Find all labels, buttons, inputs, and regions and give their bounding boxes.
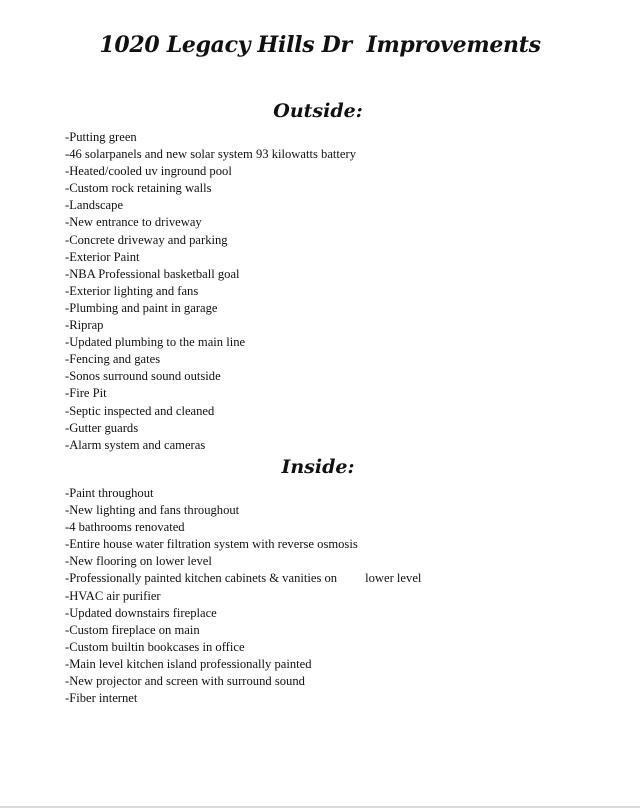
list-item: -Riprap bbox=[65, 318, 104, 333]
list-item: -Putting green bbox=[65, 130, 137, 144]
list-item-continuation: lower level bbox=[365, 571, 422, 586]
list-item: -New projector and screen with surround sound bbox=[65, 674, 305, 689]
list-item: -Fire Pit bbox=[65, 386, 107, 401]
list-item: -Landscape bbox=[65, 198, 124, 213]
list-item: -New entrance to driveway bbox=[65, 215, 202, 230]
list-item: -Custom builtin bookcases in office bbox=[65, 639, 245, 654]
inside-improvements-list bbox=[65, 485, 421, 707]
list-item: -Alarm system and cameras bbox=[65, 437, 206, 452]
list-item: -Main level kitchen island professionally painted bbox=[65, 656, 312, 671]
list-item: -4 bathrooms renovated bbox=[65, 520, 185, 535]
list-item: -Custom rock retaining walls bbox=[65, 181, 212, 196]
list-item bbox=[65, 570, 421, 587]
list-item: -New flooring on lower level bbox=[65, 554, 212, 569]
section-heading-outside: Outside: bbox=[273, 100, 363, 122]
list-item: -Sonos surround sound outside bbox=[65, 369, 221, 384]
list-item: -Concrete driveway and parking bbox=[65, 232, 228, 247]
list-item: -New lighting and fans throughout bbox=[65, 503, 240, 518]
list-item: -Septic inspected and cleaned bbox=[65, 403, 215, 418]
list-item: -Updated downstairs fireplace bbox=[65, 605, 217, 620]
list-item: -Entire house water filtration system with reverse osmosis bbox=[65, 537, 358, 552]
list-item: -Exterior lighting and fans bbox=[65, 283, 199, 298]
list-item: -Fiber internet bbox=[65, 691, 138, 706]
list-item: -Plumbing and paint in garage bbox=[65, 300, 218, 315]
list-item: -Fencing and gates bbox=[65, 352, 161, 367]
list-item: -NBA Professional basketball goal bbox=[65, 266, 240, 281]
list-item: -HVAC air purifier bbox=[65, 588, 161, 603]
list-item-text: -Professionally painted kitchen cabinets & vanities on bbox=[65, 571, 338, 586]
outside-improvements-list bbox=[65, 129, 356, 454]
list-item: -46 solarpanels and new solar system 93 kilowatts battery bbox=[65, 147, 356, 162]
list-item: -Exterior Paint bbox=[65, 249, 140, 264]
list-item: -Updated plumbing to the main line bbox=[65, 335, 246, 350]
section-heading-inside: Inside: bbox=[281, 456, 355, 478]
page-title: 1020 Legacy Hills Dr Improvements bbox=[99, 32, 541, 58]
list-item: -Heated/cooled uv inground pool bbox=[65, 164, 232, 179]
list-item: -Custom fireplace on main bbox=[65, 622, 200, 637]
list-item: -Paint throughout bbox=[65, 486, 154, 500]
list-item: -Gutter guards bbox=[65, 420, 139, 435]
